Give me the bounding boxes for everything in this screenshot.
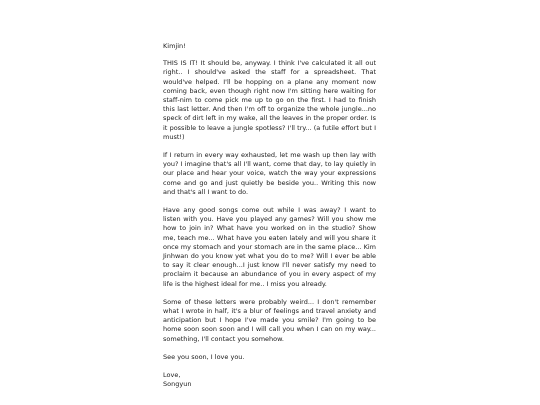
- letter-signoff: Love,: [163, 371, 181, 380]
- letter-paragraph: Some of these letters were probably weird... I don't remember what I wrote in half, it's a blur of feelings and travel anxiety and anticipation but I hope I've made you smile? I'm going to be home soon soon soon and I will call you when I can on my way... something, I'll contact you somehow.: [163, 297, 376, 343]
- letter: [163, 42, 376, 390]
- letter-paragraph: THIS IS IT! It should be, anyway. I think I've calculated it all out right.. I should've asked the staff for a spreadsheet. That would've helped. I'll be hopping on a plane any moment now coming back, even though right now I'm sitting here waiting for staff-nim to come pick me up to go on the first. I had to finish this last letter. And then I'm off to organize the whole jungle...no speck of dirt left in my wake, all the leaves in the proper order. Is it possible to leave a jungle spotless? I'll try... (a futile effort but I must!): [163, 59, 376, 141]
- letter-closing: See you soon, I love you.: [163, 352, 245, 361]
- letter-greeting: Kimjin!: [163, 42, 186, 50]
- letter-paragraph: If I return in every way exhausted, let me wash up then lay with you? I imagine that's all I'll want, come that day, to lay quietly in our place and hear your voice, watch the way your expressions come and go and just quietly be beside you.. Writing this now and that's all I want to do.: [163, 151, 376, 196]
- letter-signature: Songyun: [163, 380, 192, 389]
- letter-signoff-block: [163, 371, 376, 389]
- letter-paragraph: Have any good songs come out while I was away? I want to listen with you. Have you played any games? Will you show me how to join in? What have you worked on in the studio? Show me, teach me... What have you eaten lately and will you share it once my stomach and your stomach are in the same place... Kim Jinhwan do you know yet what you do to me? Will I ever be able to say it clear enough...I just know I'll never satisfy my need to proclaim it because an abundance of you in every aspect of my life is the highest ideal for me.. I miss you already.: [163, 206, 376, 288]
